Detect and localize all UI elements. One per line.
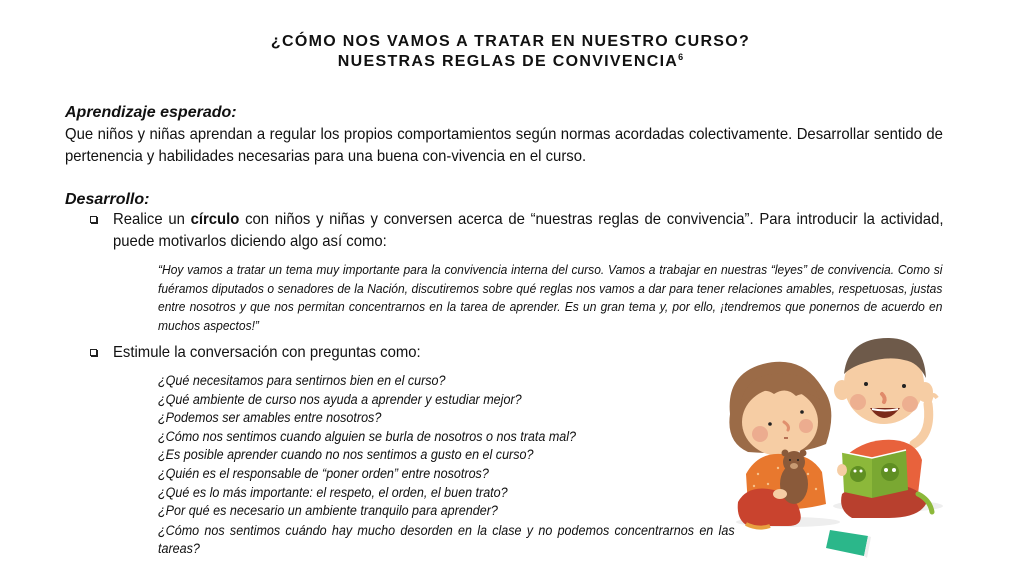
question-item: ¿Cómo nos sentimos cuando alguien se burla de nosotros o nos trata mal? <box>158 428 577 444</box>
expected-learning-heading: Aprendizaje esperado: <box>65 104 237 121</box>
bullet-text-bold: círculo <box>190 211 240 228</box>
question-item: ¿Cómo nos sentimos cuándo hay mucho desorden en la clase y no podemos concentrarnos en las tareas? <box>158 522 735 557</box>
question-item: ¿Por qué es necesario un ambiente tranquilo para aprender? <box>158 503 498 519</box>
bullet-text-part: Realice un <box>113 211 191 228</box>
development-heading: Desarrollo: <box>65 191 150 208</box>
square-bullet-icon <box>90 216 97 223</box>
bullet-text <box>113 209 943 253</box>
children-illustration-icon <box>718 334 958 564</box>
page-title-line1: ¿CÓMO NOS VAMOS A TRATAR EN NUESTRO CURSO? <box>270 33 751 50</box>
question-list <box>158 372 735 559</box>
question-item: ¿Es posible aprender cuando no nos sentimos a gusto en el curso? <box>158 447 534 463</box>
question-item: ¿Quién es el responsable de “poner orden” entre nosotros? <box>158 465 489 481</box>
bullet-text: Estimule la conversación con preguntas como: <box>113 344 421 361</box>
question-item: ¿Qué necesitamos para sentirnos bien en el curso? <box>158 373 446 388</box>
page-title-line2 <box>0 52 1021 71</box>
square-bullet-icon <box>90 349 97 356</box>
question-item: ¿Qué es lo más importante: el respeto, el orden, el buen trato? <box>158 484 508 500</box>
footnote-ref: 6 <box>678 52 684 62</box>
question-item: ¿Podemos ser amables entre nosotros? <box>158 410 382 426</box>
expected-learning-text: Que niños y niñas aprendan a regular los propios comportamientos según normas acordadas colectivamente. Desarrollar sentido de pertenencia y habilidades necesarias para una buena con-vivencia en el curso. <box>65 126 943 165</box>
children-reading-illustration <box>718 334 958 569</box>
page-subtitle: NUESTRAS REGLAS DE CONVIVENCIA <box>337 53 679 70</box>
question-item: ¿Qué ambiente de curso nos ayuda a aprender y estudiar mejor? <box>158 391 522 407</box>
motivation-quote: “Hoy vamos a tratar un tema muy importante para la convivencia interna del curso. Vamos a trabajar en nuestras “leyes” de convivencia. Como si fuéramos diputados o senadores de la Nación, discutiremos sobre qué reglas nos vamos a dar para tener relaciones amables, respetuosas, justas entre nosotros y que nos permitan concentrarnos en la tarea de aprender. Es un gran tema y, por ello, ¡tendremos que ponernos de acuerdo en muchos aspectos!” <box>158 262 943 333</box>
bullet-text-part: con niños y niñas y conversen acerca de “nuestras reglas de convivencia”. Para introducir la actividad, puede motivarlos diciendo algo así como: <box>113 211 944 250</box>
